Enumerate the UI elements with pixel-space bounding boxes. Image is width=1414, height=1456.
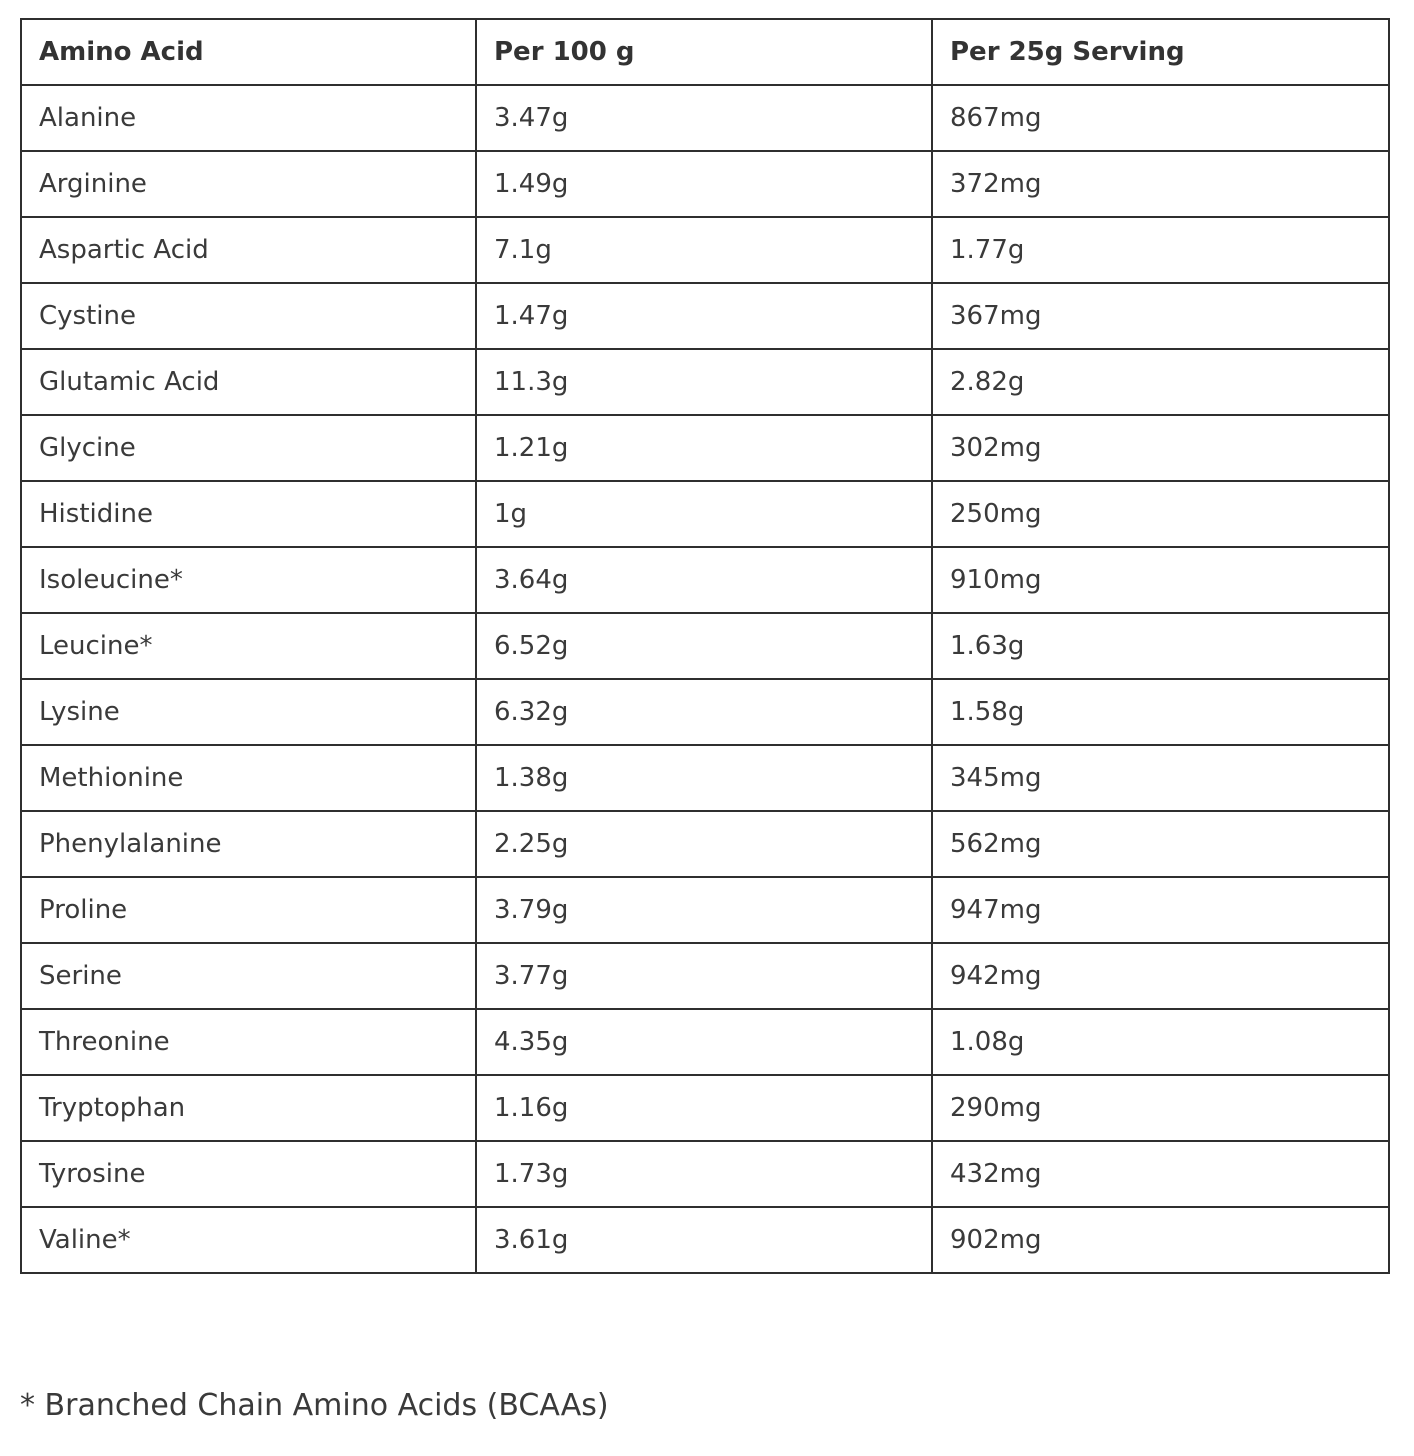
header-amino-acid: Amino Acid (21, 19, 476, 85)
amino-acid-name-cell: Valine* (21, 1207, 476, 1273)
amino-acid-name-cell: Methionine (21, 745, 476, 811)
table-row (21, 613, 1389, 679)
per-100g-cell: 11.3g (476, 349, 932, 415)
per-100g-cell: 3.61g (476, 1207, 932, 1273)
amino-acid-table (20, 18, 1390, 1274)
table-row (21, 151, 1389, 217)
per-serving-cell: 367mg (932, 283, 1389, 349)
header-row (21, 19, 1389, 85)
table-row (21, 481, 1389, 547)
per-100g-cell: 3.47g (476, 85, 932, 151)
per-serving-cell: 302mg (932, 415, 1389, 481)
table-row (21, 1141, 1389, 1207)
per-serving-cell: 562mg (932, 811, 1389, 877)
bcaa-footnote: * Branched Chain Amino Acids (BCAAs) (20, 1388, 609, 1423)
table-row (21, 1009, 1389, 1075)
header-per-serving: Per 25g Serving (932, 19, 1389, 85)
per-100g-cell: 1.38g (476, 745, 932, 811)
per-100g-cell: 1g (476, 481, 932, 547)
table-row (21, 547, 1389, 613)
per-100g-cell: 1.16g (476, 1075, 932, 1141)
per-100g-cell: 3.77g (476, 943, 932, 1009)
amino-acid-name-cell: Glycine (21, 415, 476, 481)
table-row (21, 415, 1389, 481)
amino-acid-name-cell: Isoleucine* (21, 547, 476, 613)
per-100g-cell: 4.35g (476, 1009, 932, 1075)
amino-acid-name-cell: Histidine (21, 481, 476, 547)
amino-acid-name-cell: Arginine (21, 151, 476, 217)
amino-acid-table-container (20, 18, 1388, 1274)
per-serving-cell: 1.63g (932, 613, 1389, 679)
per-serving-cell: 1.08g (932, 1009, 1389, 1075)
table-body (21, 85, 1389, 1273)
amino-acid-name-cell: Leucine* (21, 613, 476, 679)
per-serving-cell: 432mg (932, 1141, 1389, 1207)
amino-acid-name-cell: Tryptophan (21, 1075, 476, 1141)
per-100g-cell: 7.1g (476, 217, 932, 283)
per-100g-cell: 6.52g (476, 613, 932, 679)
amino-acid-name-cell: Lysine (21, 679, 476, 745)
per-serving-cell: 290mg (932, 1075, 1389, 1141)
header-per-100g: Per 100 g (476, 19, 932, 85)
per-serving-cell: 250mg (932, 481, 1389, 547)
per-serving-cell: 1.58g (932, 679, 1389, 745)
amino-acid-name-cell: Phenylalanine (21, 811, 476, 877)
table-row (21, 877, 1389, 943)
per-100g-cell: 3.79g (476, 877, 932, 943)
table-row (21, 1075, 1389, 1141)
table-row (21, 217, 1389, 283)
per-serving-cell: 947mg (932, 877, 1389, 943)
table-row (21, 283, 1389, 349)
amino-acid-name-cell: Tyrosine (21, 1141, 476, 1207)
per-100g-cell: 2.25g (476, 811, 932, 877)
per-serving-cell: 902mg (932, 1207, 1389, 1273)
amino-acid-name-cell: Aspartic Acid (21, 217, 476, 283)
per-100g-cell: 1.47g (476, 283, 932, 349)
table-row (21, 1207, 1389, 1273)
per-100g-cell: 1.73g (476, 1141, 932, 1207)
table-header (21, 19, 1389, 85)
amino-acid-name-cell: Threonine (21, 1009, 476, 1075)
per-serving-cell: 910mg (932, 547, 1389, 613)
amino-acid-name-cell: Glutamic Acid (21, 349, 476, 415)
per-100g-cell: 1.49g (476, 151, 932, 217)
table-row (21, 349, 1389, 415)
table-row (21, 811, 1389, 877)
per-serving-cell: 345mg (932, 745, 1389, 811)
per-serving-cell: 372mg (932, 151, 1389, 217)
amino-acid-name-cell: Cystine (21, 283, 476, 349)
per-serving-cell: 942mg (932, 943, 1389, 1009)
amino-acid-name-cell: Alanine (21, 85, 476, 151)
per-100g-cell: 6.32g (476, 679, 932, 745)
per-serving-cell: 2.82g (932, 349, 1389, 415)
table-row (21, 745, 1389, 811)
per-serving-cell: 867mg (932, 85, 1389, 151)
per-100g-cell: 3.64g (476, 547, 932, 613)
table-row (21, 85, 1389, 151)
per-100g-cell: 1.21g (476, 415, 932, 481)
per-serving-cell: 1.77g (932, 217, 1389, 283)
table-row (21, 943, 1389, 1009)
amino-acid-name-cell: Proline (21, 877, 476, 943)
amino-acid-name-cell: Serine (21, 943, 476, 1009)
table-row (21, 679, 1389, 745)
